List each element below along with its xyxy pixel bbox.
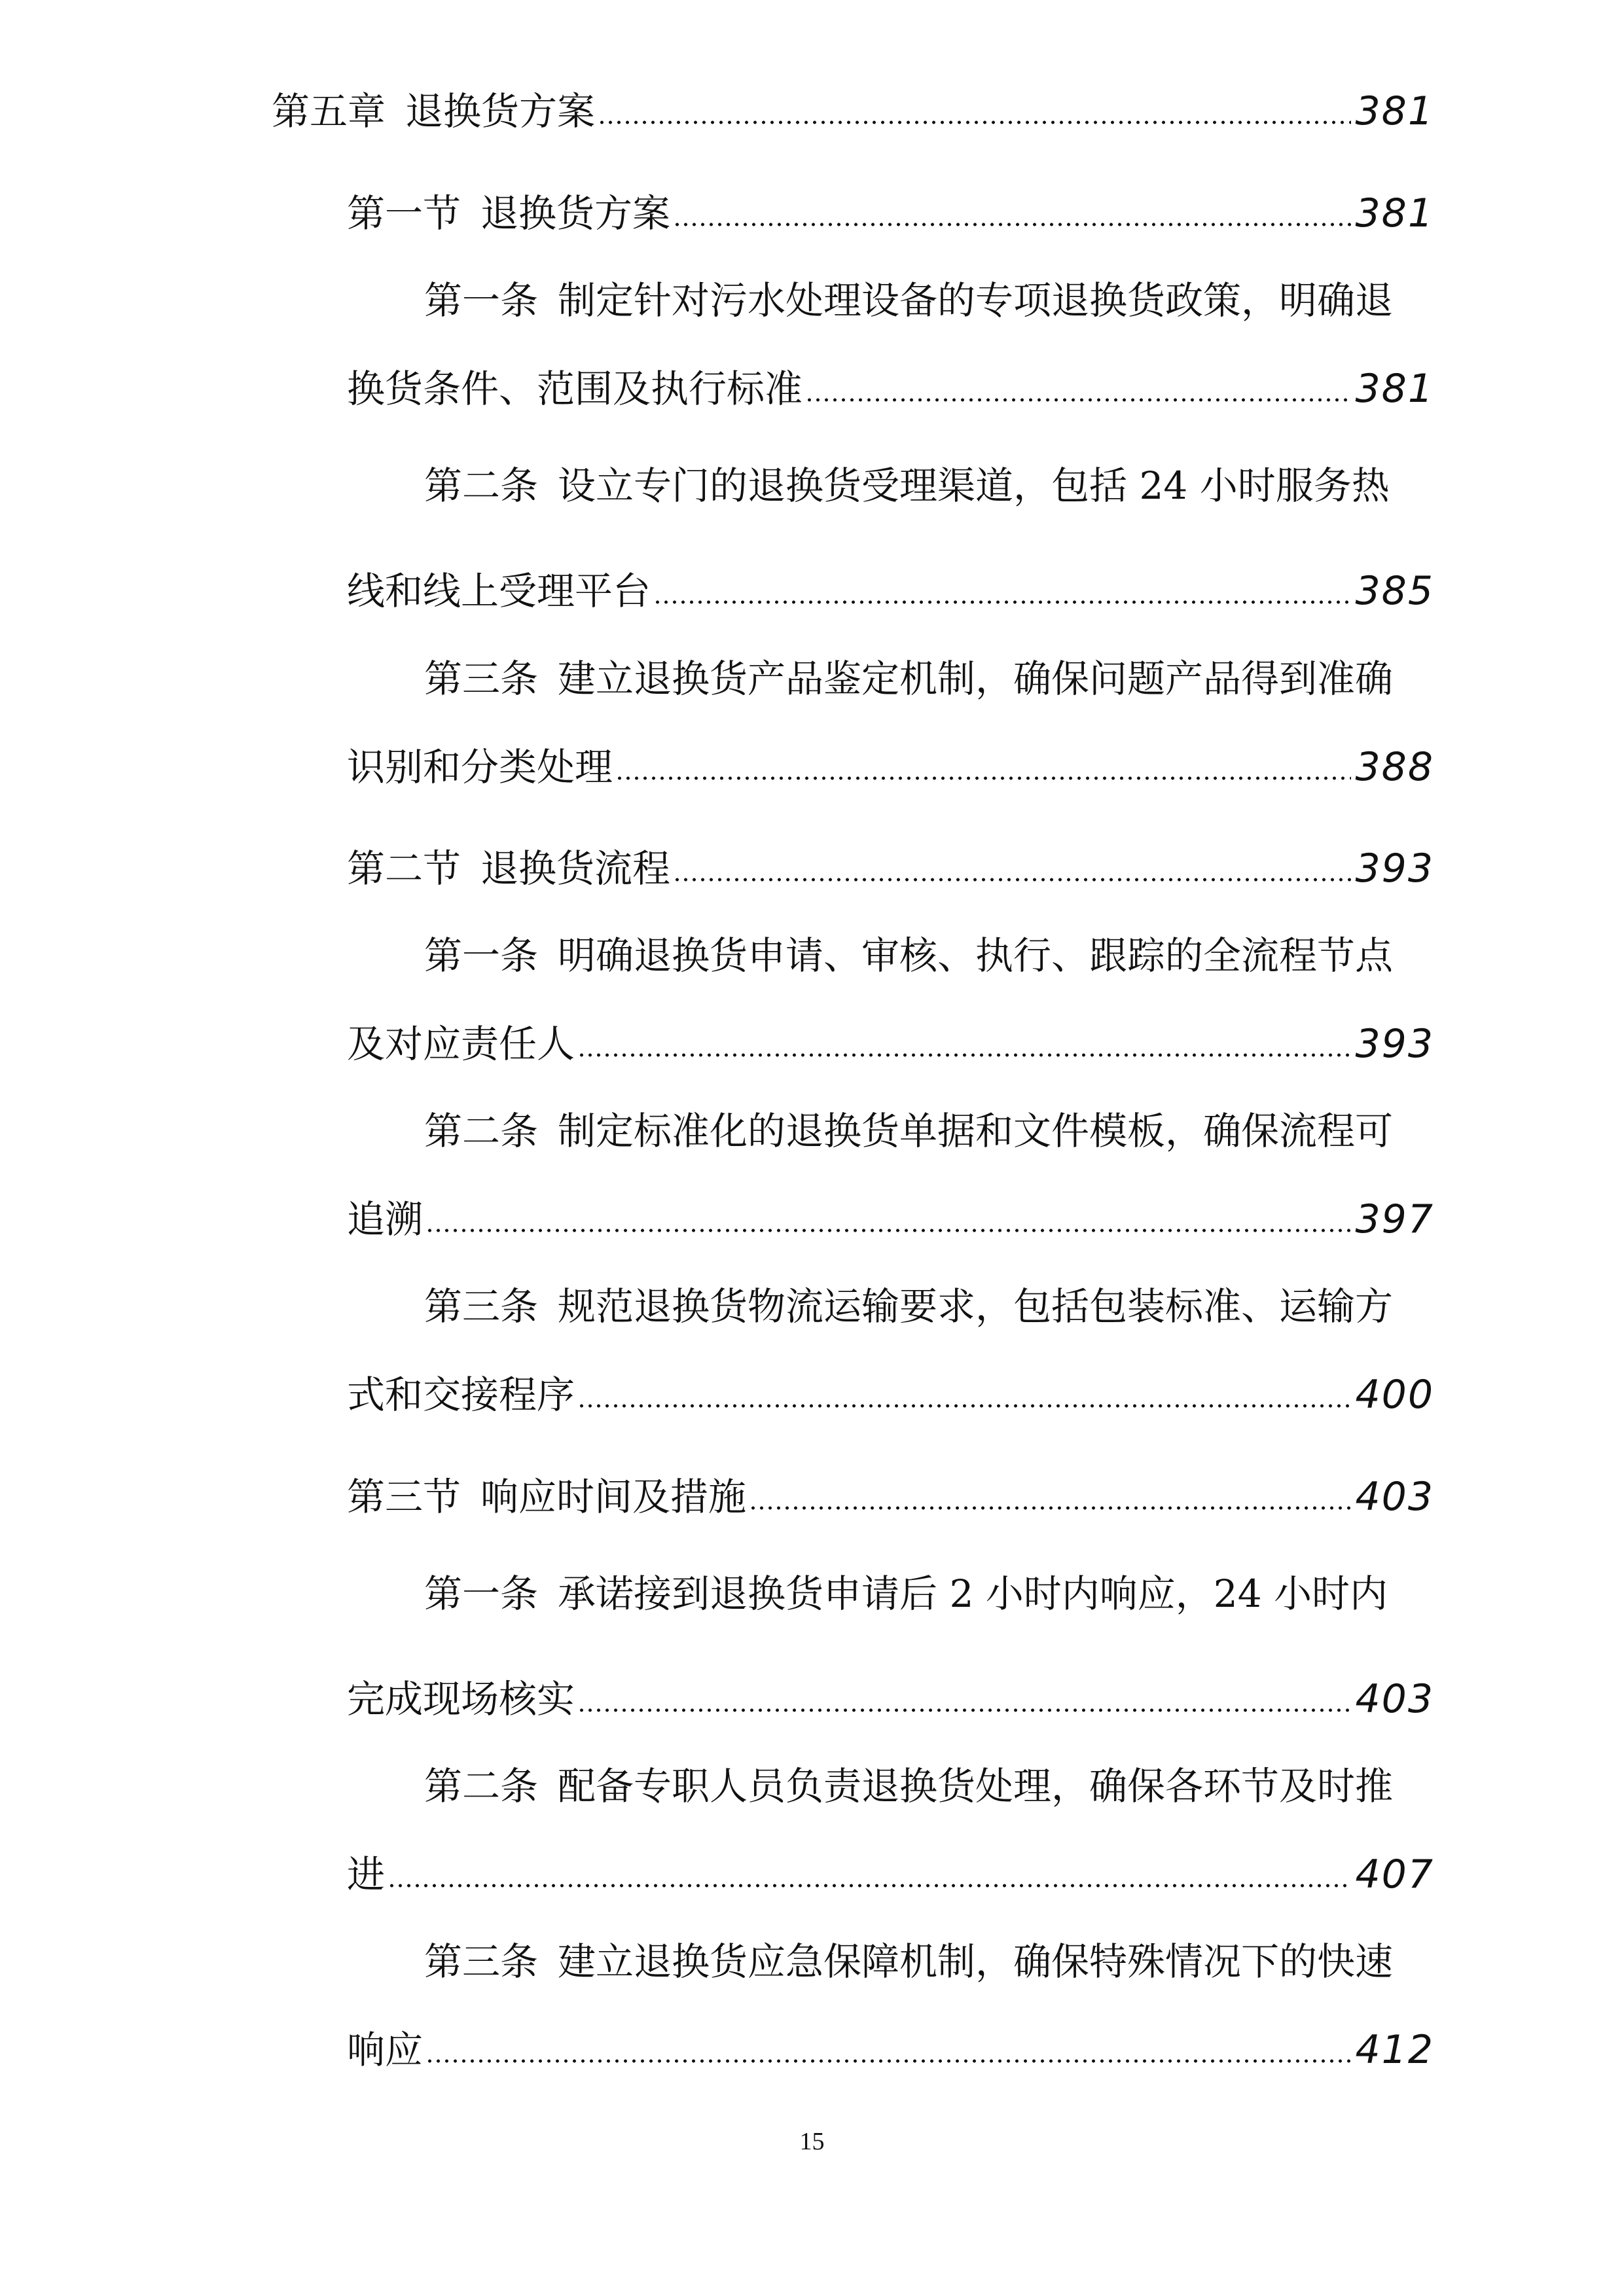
- toc-article-entry[interactable]: [424, 278, 1434, 323]
- entry-number: 第二条: [424, 1109, 539, 1153]
- toc-article-continuation[interactable]: [347, 1021, 1434, 1067]
- page-ref: 403: [1355, 1474, 1434, 1520]
- dot-leader: [673, 223, 1351, 226]
- page-ref: 381: [1355, 88, 1434, 134]
- toc-article-continuation[interactable]: [347, 1852, 1434, 1897]
- toc-article-continuation[interactable]: [347, 1196, 1434, 1242]
- entry-title: 设立专门的退换货受理渠道，包括 24 小时服务热: [558, 463, 1390, 508]
- page-ref: 381: [1355, 366, 1434, 412]
- dot-leader: [673, 878, 1351, 882]
- page-ref: 407: [1355, 1852, 1434, 1897]
- entry-number: 第二条: [424, 463, 539, 508]
- toc-article-entry[interactable]: [424, 1764, 1434, 1808]
- entry-title: 建立退换货应急保障机制，确保特殊情况下的快速: [558, 1939, 1394, 1984]
- dot-leader: [577, 1708, 1351, 1712]
- entry-title-cont: 响应: [347, 2028, 424, 2072]
- toc-chapter-entry[interactable]: [272, 88, 1434, 134]
- page-ref: 397: [1355, 1196, 1434, 1242]
- entry-title-cont: 识别和分类处理: [347, 745, 613, 789]
- toc-article-continuation[interactable]: [347, 1676, 1434, 1722]
- entry-title: 配备专职人员负责退换货处理，确保各环节及时推: [558, 1764, 1394, 1808]
- entry-title: 退换货方案: [405, 89, 596, 134]
- entry-number: 第三节: [347, 1475, 461, 1519]
- entry-title: 明确退换货申请、审核、执行、跟踪的全流程节点: [558, 933, 1394, 978]
- dot-leader: [749, 1506, 1351, 1510]
- entry-title-cont: 线和线上受理平台: [347, 569, 651, 613]
- entry-number: 第一条: [424, 933, 539, 978]
- entry-number: 第一条: [424, 1571, 539, 1616]
- entry-title-cont: 追溯: [347, 1197, 424, 1242]
- entry-title-cont: 换货条件、范围及执行标准: [347, 367, 803, 411]
- dot-leader: [425, 1229, 1351, 1232]
- toc-article-entry[interactable]: [424, 1109, 1434, 1153]
- entry-number: 第三条: [424, 1284, 539, 1329]
- dot-leader: [653, 600, 1351, 604]
- entry-title: 承诺接到退换货申请后 2 小时内响应，24 小时内: [558, 1571, 1388, 1616]
- entry-title: 响应时间及措施: [480, 1475, 747, 1519]
- entry-title-cont: 进: [347, 1852, 386, 1897]
- toc-article-entry[interactable]: [424, 656, 1434, 701]
- toc-article-continuation[interactable]: [347, 366, 1434, 412]
- toc-article-entry[interactable]: [424, 1571, 1434, 1616]
- page-ref: 393: [1355, 1021, 1434, 1067]
- entry-title: 退换货方案: [480, 191, 671, 236]
- page-ref: 388: [1355, 744, 1434, 790]
- page-ref: 412: [1355, 2027, 1434, 2073]
- page-ref: 385: [1355, 568, 1434, 614]
- page-ref: 400: [1355, 1372, 1434, 1418]
- entry-number: 第五章: [272, 89, 386, 134]
- dot-leader: [388, 1884, 1351, 1888]
- entry-title: 规范退换货物流运输要求，包括包装标准、运输方: [558, 1284, 1394, 1329]
- entry-title: 制定标准化的退换货单据和文件模板，确保流程可: [558, 1109, 1394, 1153]
- dot-leader: [425, 2059, 1351, 2063]
- toc-section-entry[interactable]: [347, 846, 1434, 891]
- toc-article-continuation[interactable]: [347, 2027, 1434, 2073]
- entry-number: 第三条: [424, 656, 539, 701]
- dot-leader: [577, 1053, 1351, 1057]
- page-ref: 403: [1355, 1676, 1434, 1722]
- entry-title: 制定针对污水处理设备的专项退换货政策，明确退: [558, 278, 1394, 323]
- toc-article-entry[interactable]: [424, 1284, 1434, 1329]
- toc-article-entry[interactable]: [424, 933, 1434, 978]
- page-ref: 393: [1355, 846, 1434, 891]
- toc-article-continuation[interactable]: [347, 744, 1434, 790]
- dot-leader: [577, 1404, 1351, 1408]
- toc-section-entry[interactable]: [347, 1474, 1434, 1520]
- entry-title: 退换货流程: [480, 846, 671, 891]
- toc-article-entry[interactable]: [424, 463, 1434, 508]
- dot-leader: [615, 776, 1351, 780]
- toc-article-continuation[interactable]: [347, 568, 1434, 614]
- entry-number: 第一条: [424, 278, 539, 323]
- page-number: 15: [799, 2128, 825, 2155]
- toc-article-entry[interactable]: [424, 1939, 1434, 1984]
- toc-article-continuation[interactable]: [347, 1372, 1434, 1418]
- dot-leader: [805, 398, 1351, 402]
- entry-title-cont: 及对应责任人: [347, 1022, 575, 1066]
- entry-title-cont: 完成现场核实: [347, 1677, 575, 1721]
- entry-number: 第二条: [424, 1764, 539, 1808]
- entry-number: 第二节: [347, 846, 461, 891]
- entry-title: 建立退换货产品鉴定机制，确保问题产品得到准确: [558, 656, 1394, 701]
- entry-title-cont: 式和交接程序: [347, 1372, 575, 1417]
- page-ref: 381: [1355, 190, 1434, 236]
- dot-leader: [598, 120, 1351, 124]
- toc-section-entry[interactable]: [347, 190, 1434, 236]
- entry-number: 第一节: [347, 191, 461, 236]
- entry-number: 第三条: [424, 1939, 539, 1984]
